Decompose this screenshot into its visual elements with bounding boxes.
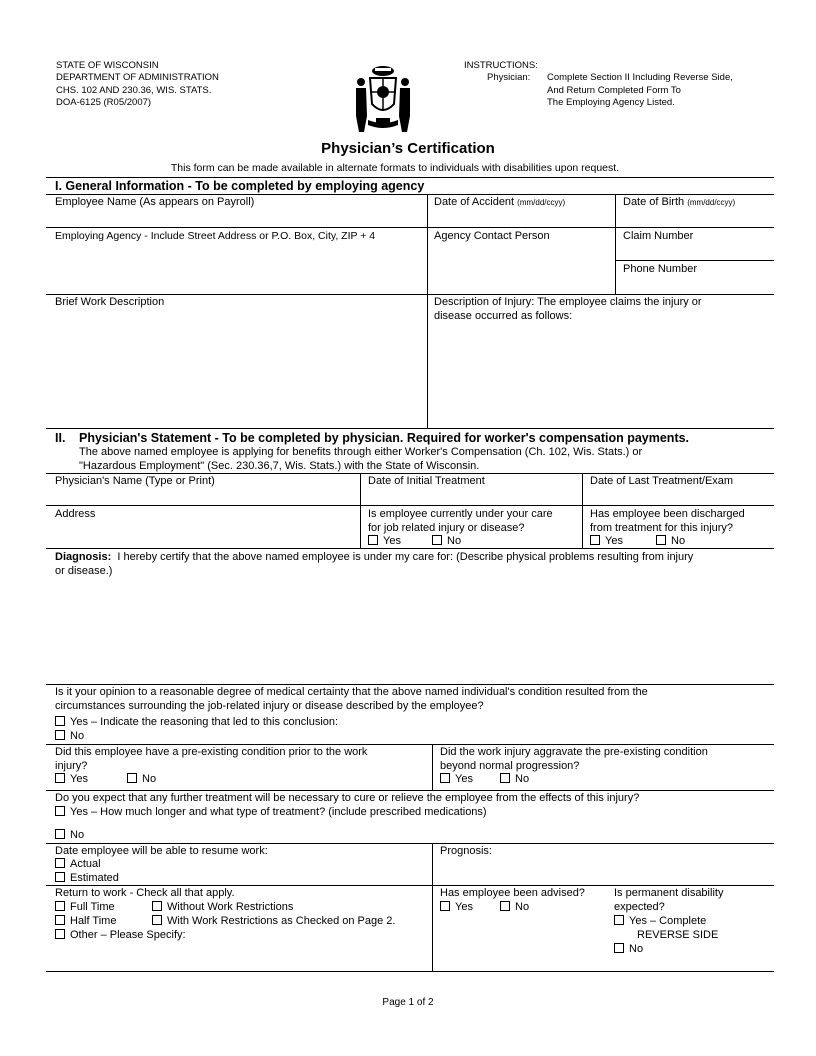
page-title: Physician’s Certification (321, 140, 495, 157)
full-time-label: Full Time (70, 901, 115, 913)
reverse-side-note: REVERSE SIDE (637, 929, 719, 941)
divider (615, 194, 616, 294)
checkbox[interactable] (55, 806, 65, 816)
agency-header (56, 60, 219, 109)
date-initial-treatment-label: Date of Initial Treatment (368, 475, 485, 487)
employing-agency-label: Employing Agency - Include Street Address or P.O. Box, City, ZIP + 4 (55, 230, 376, 242)
permanent-no-option[interactable] (614, 943, 643, 956)
checkbox[interactable] (55, 773, 65, 783)
divider (46, 548, 774, 549)
intro-line: "Hazardous Employment" (Sec. 230.36,7, Wis. Stats.) with the State of Wisconsin. (79, 459, 480, 472)
date-format: (mm/dd/ccyy) (517, 198, 566, 207)
advised-no[interactable] (500, 901, 529, 914)
section-2-heading: Physician's Statement - To be completed by physician. Required for worker's compensation payments. (79, 431, 690, 445)
agency-contact-label: Agency Contact Person (434, 230, 550, 242)
checkbox[interactable] (55, 872, 65, 882)
permanent-disability-question (614, 887, 723, 914)
checkbox[interactable] (368, 535, 378, 545)
opinion-yes-label: Yes – Indicate the reasoning that led to this conclusion: (70, 716, 339, 728)
divider (46, 843, 774, 844)
discharged-question (590, 508, 745, 535)
no-label: No (671, 535, 686, 547)
no-label: No (629, 943, 644, 955)
question-line: Did this employee have a pre-existing condition prior to the work (55, 746, 368, 758)
question-line: circumstances surrounding the job-related injury or disease described by the employee? (55, 699, 484, 712)
under-care-yes[interactable] (368, 535, 432, 548)
preexisting-question (55, 746, 367, 773)
question-line: expected? (614, 900, 665, 913)
checkbox[interactable] (55, 929, 65, 939)
question-line: beyond normal progression? (440, 759, 580, 772)
injury-description-label (434, 296, 702, 323)
checkbox[interactable] (55, 858, 65, 868)
instructions-lines (547, 72, 733, 109)
further-yes-label: Yes – How much longer and what type of treatment? (include prescribed medications) (70, 806, 487, 818)
date-last-treatment-label: Date of Last Treatment/Exam (590, 475, 734, 487)
divider (432, 744, 433, 790)
question-line: for job related injury or disease? (368, 521, 525, 534)
divider (46, 885, 774, 886)
divider (46, 790, 774, 791)
advised-question: Has employee been advised? (440, 887, 585, 899)
divider (46, 505, 774, 506)
page-number: Page 1 of 2 (382, 997, 434, 1008)
discharged-options (590, 535, 685, 548)
divider (46, 227, 774, 228)
header-line: DOA-6125 (R05/2007) (56, 96, 152, 108)
injury-description-line: disease occurred as follows: (434, 309, 573, 322)
half-time-label: Half Time (70, 915, 117, 927)
further-no-option[interactable] (55, 829, 84, 842)
divider (46, 971, 774, 972)
checkbox[interactable] (500, 773, 510, 783)
no-label: No (142, 773, 157, 785)
checkbox[interactable] (55, 730, 65, 740)
further-treatment-question: Do you expect that any further treatment will be necessary to cure or relieve the employee from the effects of this injury? (55, 792, 640, 804)
question-line: Did the work injury aggravate the pre-existing condition (440, 746, 708, 758)
checkbox[interactable] (55, 915, 65, 925)
instructions-line: And Return Completed Form To (547, 84, 681, 96)
date-of-birth-text: Date of Birth (623, 196, 685, 208)
preexisting-options (55, 773, 156, 786)
section-2-intro (79, 446, 642, 473)
question-line: injury? (55, 759, 88, 772)
checkbox[interactable] (55, 901, 65, 911)
checkbox[interactable] (55, 716, 65, 726)
alt-formats-note: This form can be made available in alternate formats to individuals with disabilities upon request. (170, 162, 620, 174)
diagnosis-line (55, 551, 770, 565)
date-of-birth-label (623, 196, 735, 210)
yes-label: Yes (605, 535, 623, 547)
checkbox[interactable] (152, 915, 162, 925)
question-line: from treatment for this injury? (590, 521, 734, 534)
permanent-yes-label: Yes – Complete (629, 915, 707, 927)
header-line: DEPARTMENT OF ADMINISTRATION (56, 72, 219, 84)
date-of-accident-text: Date of Accident (434, 196, 515, 208)
without-restrictions-label: Without Work Restrictions (167, 901, 294, 913)
checkbox[interactable] (440, 901, 450, 911)
no-label: No (447, 535, 462, 547)
preexisting-no[interactable] (127, 773, 156, 786)
instructions-line: Complete Section II Including Reverse Side, (547, 72, 733, 84)
header-line: STATE OF WISCONSIN (56, 60, 159, 71)
permanent-yes-option[interactable] (614, 915, 706, 928)
under-care-options (368, 535, 461, 548)
further-yes-option[interactable] (55, 806, 487, 819)
date-format: (mm/dd/ccyy) (687, 198, 736, 207)
yes-label: Yes (455, 773, 473, 785)
under-care-question (368, 508, 553, 535)
divider (46, 473, 774, 474)
state-seal-icon (348, 62, 418, 136)
injury-description-line: Description of Injury: The employee claims the injury or (434, 296, 702, 308)
divider (46, 294, 774, 295)
instructions-block (464, 60, 538, 72)
section-1-heading: I. General Information - To be completed by employing agency (55, 179, 425, 193)
divider (46, 684, 774, 685)
yes-label: Yes (70, 773, 88, 785)
diagnosis-text: I hereby certify that the above named employee is under my care for: (Describe physical problems resulting from injury (117, 551, 694, 563)
checkbox[interactable] (656, 535, 666, 545)
diagnosis-block (55, 551, 770, 578)
advised-options (440, 901, 529, 914)
estimated-label: Estimated (70, 872, 119, 884)
no-label: No (515, 773, 530, 785)
checkbox[interactable] (152, 901, 162, 911)
checkbox[interactable] (55, 829, 65, 839)
brief-work-label: Brief Work Description (55, 296, 165, 308)
address-label: Address (55, 508, 96, 520)
diagnosis-label: Diagnosis: (55, 551, 112, 563)
opinion-no-option[interactable] (55, 730, 84, 743)
full-time-option[interactable] (55, 901, 115, 914)
divider (432, 843, 433, 972)
no-label: No (515, 901, 530, 913)
opinion-question (55, 686, 648, 713)
aggravate-options (440, 773, 529, 786)
aggravate-yes[interactable] (440, 773, 500, 786)
instructions-who: Physician: (487, 72, 531, 84)
instructions-title: INSTRUCTIONS: (464, 60, 538, 71)
diagnosis-line: or disease.) (55, 564, 113, 577)
question-line: Is employee currently under your care (368, 508, 553, 520)
aggravate-question (440, 746, 708, 773)
claim-number-label: Claim Number (623, 230, 694, 242)
instructions-line: The Employing Agency Listed. (547, 96, 675, 108)
no-label: No (70, 829, 85, 841)
other-label: Other – Please Specify: (70, 929, 186, 941)
checkbox[interactable] (432, 535, 442, 545)
checkbox[interactable] (614, 943, 624, 953)
actual-label: Actual (70, 858, 101, 870)
with-restrictions-label: With Work Restrictions as Checked on Page 2. (167, 915, 396, 927)
phone-number-label: Phone Number (623, 263, 697, 275)
checkbox[interactable] (127, 773, 137, 783)
yes-label: Yes (383, 535, 401, 547)
header-line: CHS. 102 AND 230.36, WIS. STATS. (56, 84, 212, 96)
checkbox[interactable] (614, 915, 624, 925)
question-line: Is it your opinion to a reasonable degree of medical certainty that the above named individual's condition resulted from the (55, 686, 648, 698)
question-line: Is permanent disability (614, 887, 724, 899)
divider (615, 260, 774, 261)
discharged-yes[interactable] (590, 535, 656, 548)
preexisting-yes[interactable] (55, 773, 127, 786)
resume-date-label: Date employee will be able to resume work: (55, 845, 268, 857)
employee-name-label: Employee Name (As appears on Payroll) (55, 196, 255, 208)
checkbox[interactable] (590, 535, 600, 545)
divider (360, 473, 361, 548)
advised-yes[interactable] (440, 901, 500, 914)
physician-name-label: Physician's Name (Type or Print) (55, 475, 215, 487)
date-of-accident-label (434, 196, 565, 210)
divider (427, 194, 428, 428)
other-option[interactable] (55, 929, 186, 942)
under-care-no[interactable] (432, 535, 461, 548)
estimated-option[interactable] (55, 872, 119, 885)
checkbox[interactable] (440, 773, 450, 783)
with-restrictions-option[interactable] (152, 915, 395, 928)
section-2-number: II. (55, 431, 66, 445)
divider (46, 744, 774, 745)
without-restrictions-option[interactable] (152, 901, 293, 914)
aggravate-no[interactable] (500, 773, 529, 786)
divider (46, 428, 774, 429)
discharged-no[interactable] (656, 535, 685, 548)
opinion-yes-option[interactable] (55, 716, 338, 729)
no-label: No (70, 730, 85, 742)
intro-line: The above named employee is applying for benefits through either Worker's Compensation (Ch. 102, Wis. Stats.) or (79, 446, 643, 458)
yes-label: Yes (455, 901, 473, 913)
checkbox[interactable] (500, 901, 510, 911)
actual-option[interactable] (55, 858, 101, 871)
divider (582, 473, 583, 548)
half-time-option[interactable] (55, 915, 116, 928)
prognosis-label: Prognosis: (440, 845, 492, 857)
divider (46, 177, 774, 178)
question-line: Has employee been discharged (590, 508, 745, 520)
return-to-work-label: Return to work - Check all that apply. (55, 887, 235, 899)
divider (46, 194, 774, 195)
